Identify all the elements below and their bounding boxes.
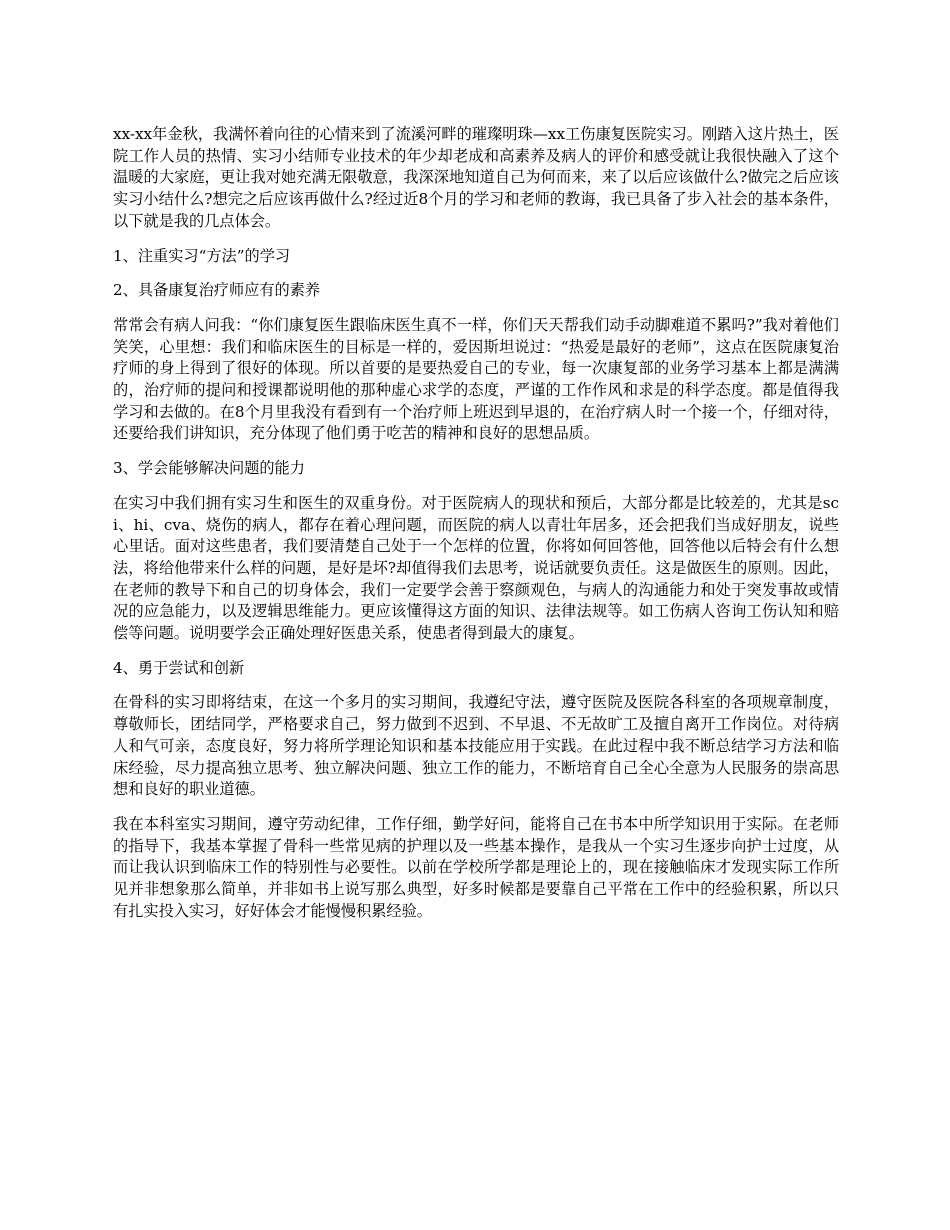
- intro-paragraph: xx-xx年金秋，我满怀着向往的心情来到了流溪河畔的璀璨明珠—xx工伤康复医院实习。刚踏入这片热土，医院工作人员的热情、实习小结师专业技术的年少却老成和高素养及病人的评价和感受就让我很快融入了这个温暖的大家庭，更让我对她充满无限敬意，我深深地知道自己为何而来，来了以后应该做什么?做完之后应该实习小结什么?想完之后应该再做什么?经过近8个月的学习和老师的教诲，我已具备了步入社会的基本条件，以下就是我的几点体会。: [113, 125, 839, 230]
- document-page: [113, 124, 839, 936]
- section-4-paragraph: 在骨科的实习即将结束，在这一个多月的实习期间，我遵纪守法，遵守医院及医院各科室的各项规章制度，尊敬师长，团结同学，严格要求自己，努力做到不迟到、不早退、不无故旷工及擅自离开工作岗位。对待病人和气可亲，态度良好，努力将所学理论知识和基本技能应用于实践。在此过程中我不断总结学习方法和临床经验，尽力提高独立思考、独立解决问题、独立工作的能力，不断培育自己全心全意为人民服务的崇高思想和良好的职业道德。: [113, 693, 839, 799]
- section-heading-2: 2、具备康复治疗师应有的素养: [113, 281, 321, 300]
- section-heading-4: 4、勇于尝试和创新: [113, 658, 245, 677]
- section-heading-3: 3、学会能够解决问题的能力: [113, 459, 305, 478]
- closing-paragraph: 我在本科室实习期间，遵守劳动纪律，工作仔细，勤学好问，能将自己在书本中所学知识用于实际。在老师的指导下，我基本掌握了骨科一些常见病的护理以及一些基本操作，是我从一个实习生逐步向护士过度，从而让我认识到临床工作的特别性与必要性。以前在学校所学都是理论上的，现在接触临床才发现实际工作所见并非想象那么简单，并非如书上说写那么典型，好多时候都是要靠自己平常在工作中的经验积累，所以只有扎实投入实习，好好体会才能慢慢积累经验。: [113, 814, 839, 920]
- section-heading-1: 1、注重实习“方法”的学习: [113, 246, 291, 265]
- section-3-paragraph: 在实习中我们拥有实习生和医生的双重身份。对于医院病人的现状和预后，大部分都是比较差的，尤其是sci、hi、cva、烧伤的病人，都存在着心理问题，而医院的病人以青壮年居多，还会把我们当成好朋友，说些心里话。面对这些患者，我们要清楚自己处于一个怎样的位置，你将如何回答他，回答他以后特会有什么想法，将给他带来什么样的问题，是好是坏?却值得我们去思考，说话就要负责任。这是做医生的原则。因此，在老师的教导下和自己的切身体会，我们一定要学会善于察颜观色，与病人的沟通能力和处于突发事故或情况的应急能力，以及逻辑思维能力。更应该懂得这方面的知识、法律法规等。如工伤病人咨询工伤认知和赔偿等问题。说明要学会正确处理好医患关系，使患者得到最大的康复。: [113, 493, 839, 643]
- section-2-paragraph: 常常会有病人问我：“你们康复医生跟临床医生真不一样，你们天天帮我们动手动脚难道不累吗?”我对着他们笑笑，心里想：我们和临床医生的目标是一样的，爱因斯坦说过：“热爱是最好的老师”，这点在医院康复治疗师的身上得到了很好的体现。所以首要的是要热爱自己的专业，每一次康复部的业务学习基本上都是满满的，治疗师的提问和授课都说明他的那种虚心求学的态度，严谨的工作作风和求是的科学态度。都是值得我学习和去做的。在8个月里我没有看到有一个治疗师上班迟到早退的，在治疗病人时一个接一个，仔细对待，还要给我们讲知识，充分体现了他们勇于吃苦的精神和良好的思想品质。: [113, 315, 839, 443]
